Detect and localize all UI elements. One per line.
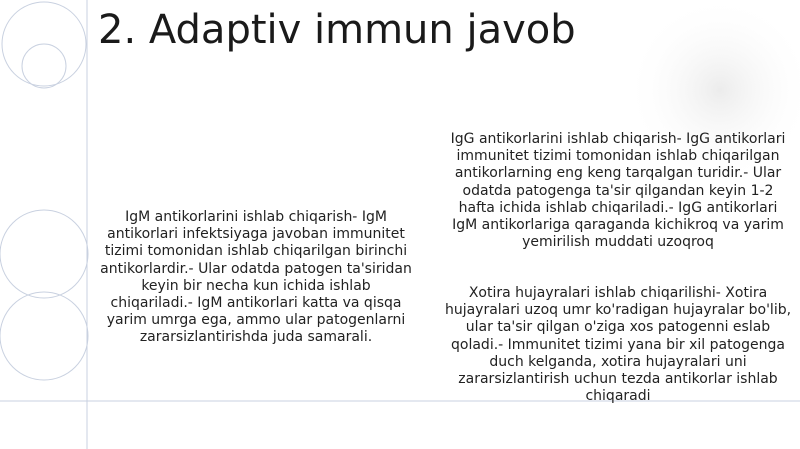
decor-circle-small	[22, 44, 66, 88]
igg-paragraph: IgG antikorlarini ishlab chiqarish- IgG antikorlari immunitet tizimi tomonidan ishlab chiqarilgan antikorlarning eng keng tarqalgan turidir.- Ular odatda patogenga ta'sir qilgandan keyin 1-2 hafta ichida ishlab chiqariladi.- IgG antikorlari IgM antikorlariga qaraganda kichikroq va yarim yemirilish muddati uzoqroq	[450, 131, 786, 251]
memory-cells-paragraph: Xotira hujayralari ishlab chiqarilishi- Xotira hujayralari uzoq umr ko'radigan hujayralar bo'lib, ular ta'sir qilgan o'ziga xos patogenni eslab qoladi.- Immunitet tizimi yana bir xil patogenga duch kelganda, xotira hujayralari uni zararsizlantirish uchun tezda antikorlar ishlab chiqaradi	[444, 285, 792, 405]
igm-paragraph: IgM antikorlarini ishlab chiqarish- IgM antikorlari infektsiyaga javoban immunitet tizimi tomonidan ishlab chiqarilgan birinchi antikorlardir.- Ular odatda patogen ta'siridan keyin bir necha kun ichida ishlab chiqariladi.- IgM antikorlari katta va qisqa yarim umrga ega, ammo ular patogenlarni zararsizlantirishda juda samarali.	[100, 209, 412, 346]
decor-arc-1	[0, 210, 88, 298]
decor-arc-2	[0, 292, 88, 380]
slide-title: 2. Adaptiv immun javob	[98, 7, 576, 53]
